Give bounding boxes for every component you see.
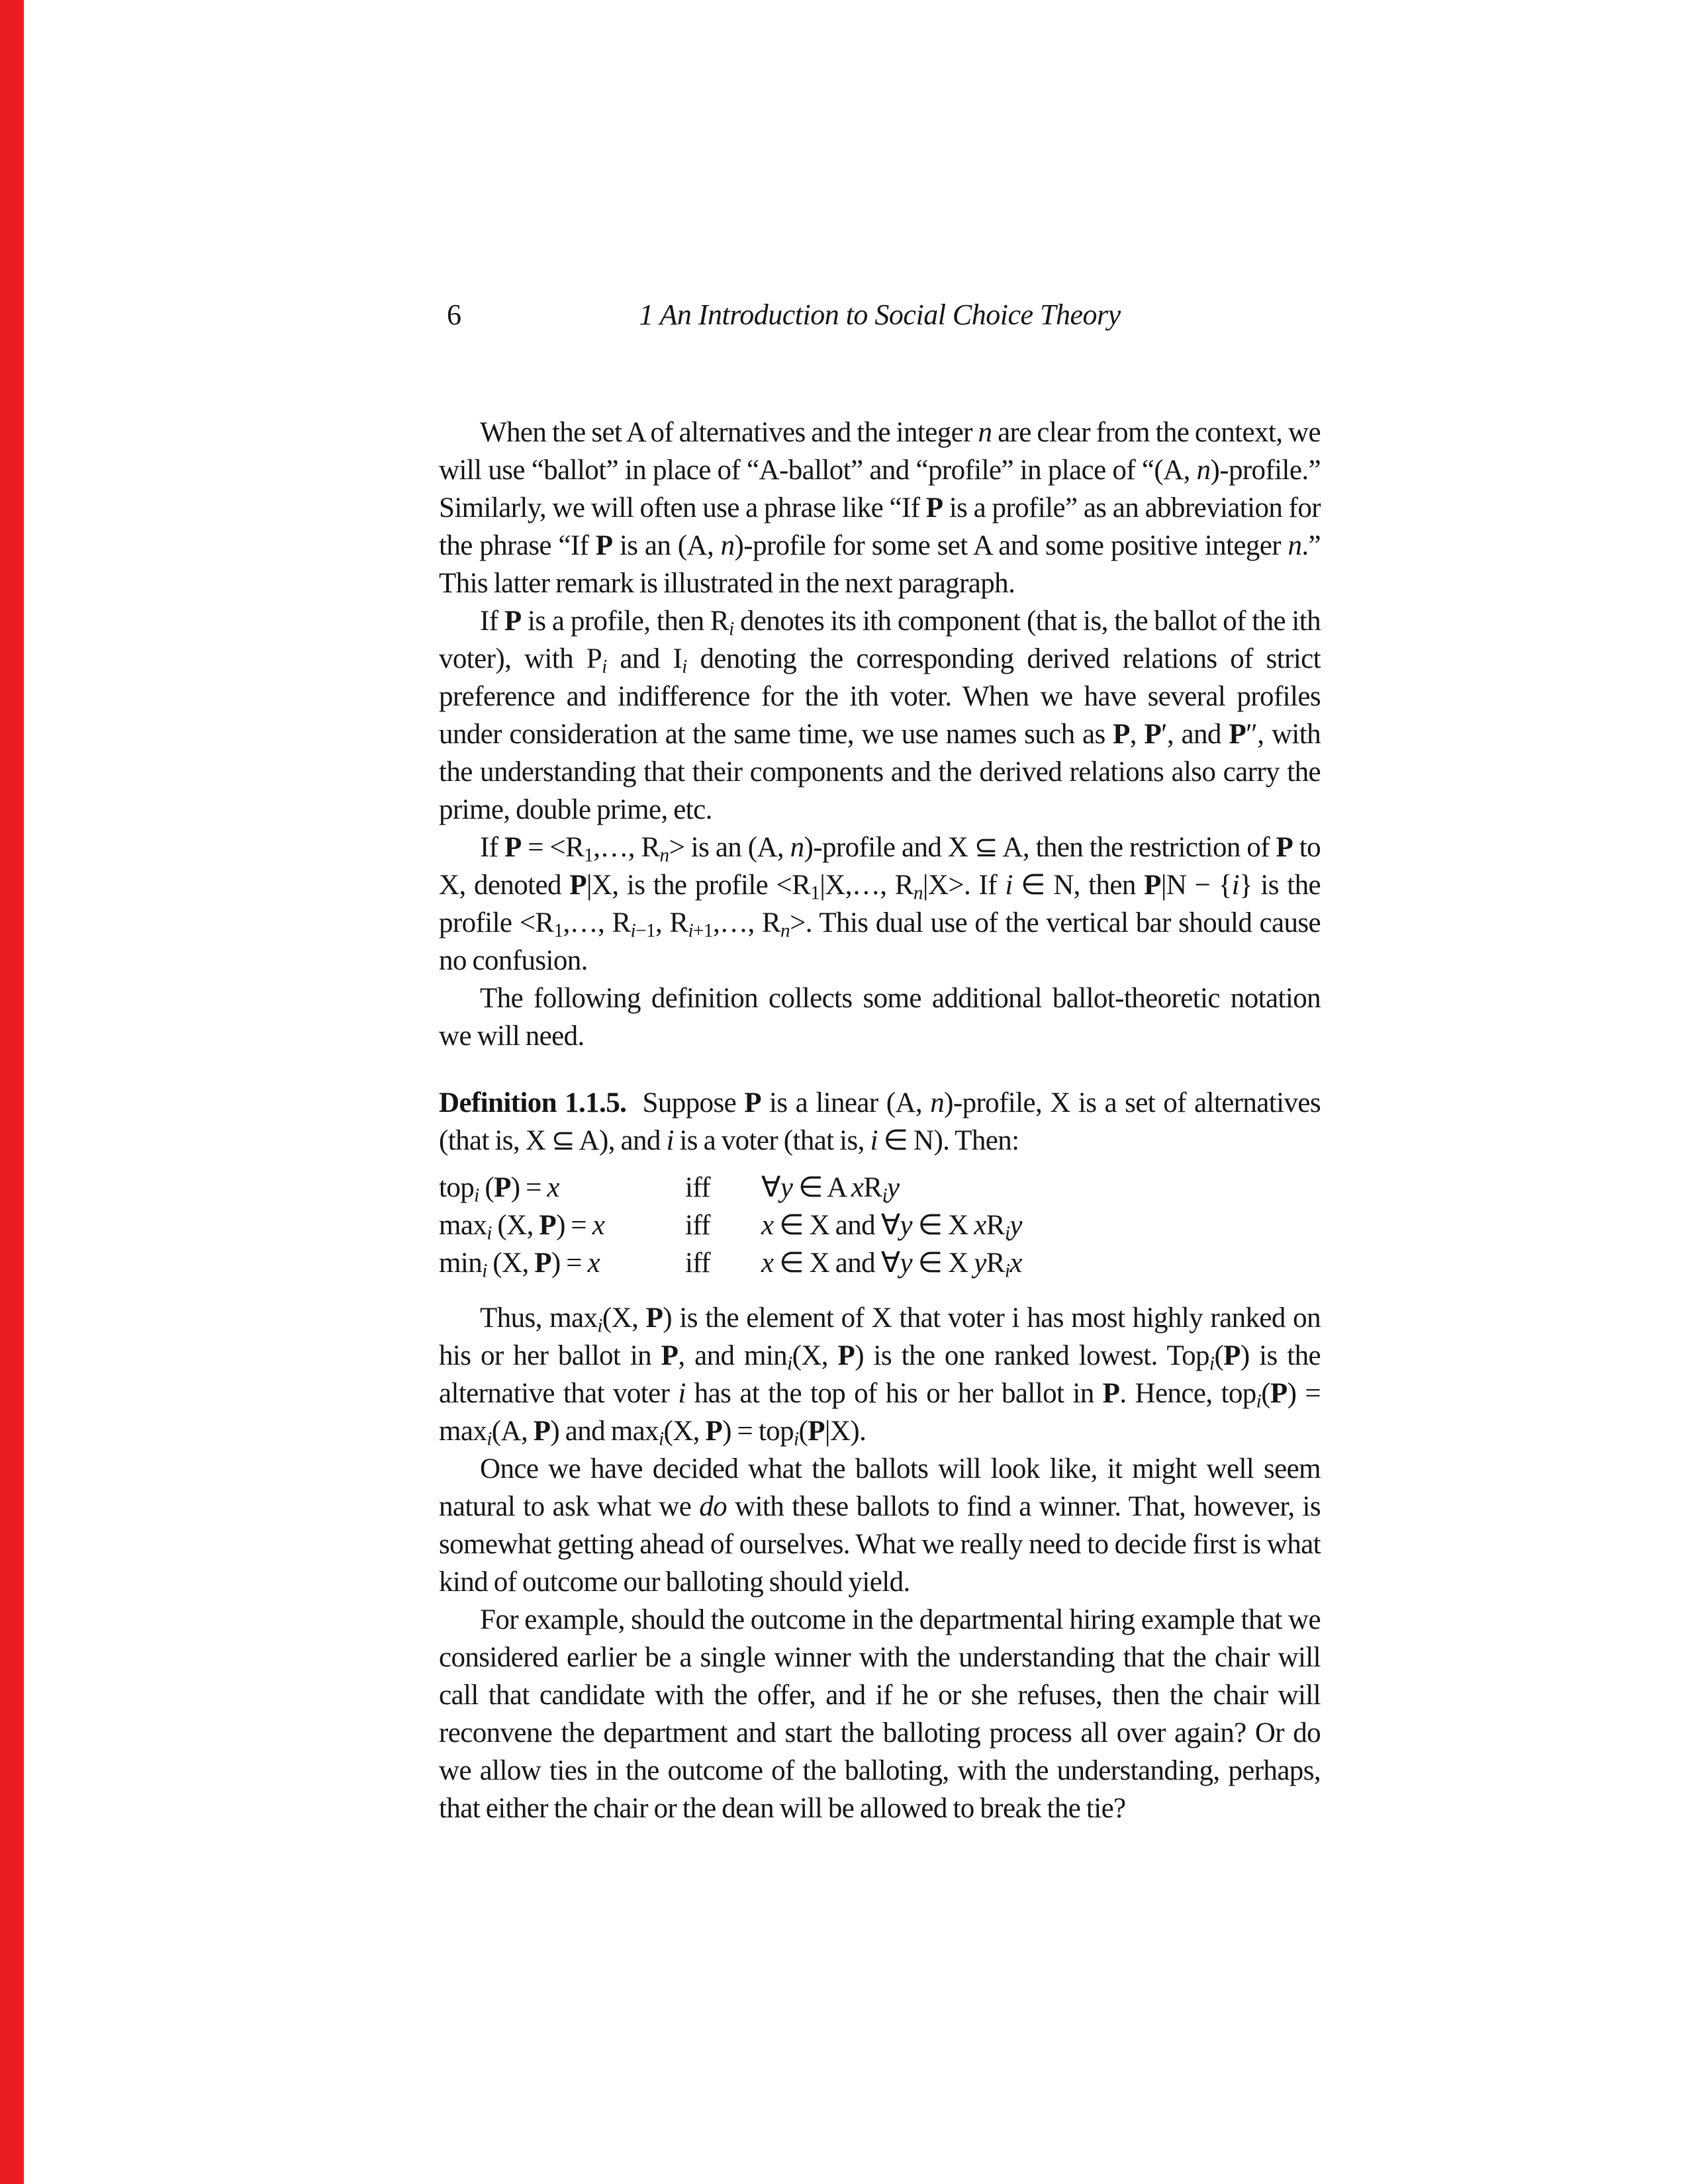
paragraph-thus: Thus, $\max_i(X$, P) is the element of X that voter i has most highly ranked on his or her ballot in P, and $\min_i(X$, P) is the one ranked lowest. Top$_i$(P) is the alternative that voter i has at the top of his or her ballot in P. Hence, $top_i(P) = \max_i(A$, P) and $\max_i(X$, P) = top$_i$(P|X). — [439, 1302, 1321, 1450]
definition-row-min — [439, 1244, 1321, 1282]
definition-notation-table — [439, 1169, 1321, 1282]
page-body — [439, 414, 1321, 1827]
iff-label: iff — [685, 1172, 711, 1203]
definition-1-1-5: Definition 1.1.5. Suppose P is a linear (A, n)-profile, X is a set of alternatives (that is, X ⊆ A), and i is a voter (that is, i ∈ N). Then: — [439, 1087, 1321, 1156]
running-title: 1 An Introduction to Social Choice Theory — [639, 298, 1121, 331]
definition-row-max — [439, 1206, 1321, 1244]
paragraph-once-decided: Once we have decided what the ballots will look like, it might well seem natural to ask what we do with these ballots to find a winner. That, however, is somewhat getting ahead of ourselves. What we really need to decide first is what kind of outcome our balloting should yield. — [439, 1453, 1321, 1598]
notation-expression: top$_i$ (P) = x — [439, 1172, 559, 1206]
paragraph-following-definition: The following definition collects some additional ballot-theoretic notation we will need. — [439, 983, 1321, 1052]
book-spine-stripe — [0, 0, 24, 2184]
iff-label: iff — [685, 1210, 711, 1241]
page-number: 6 — [447, 298, 461, 331]
notation-expression: $\min_i (X$, P) = x — [439, 1248, 600, 1282]
page-header — [439, 296, 1321, 334]
notation-condition: ∀y ∈ A $xR_iy$ — [761, 1172, 900, 1206]
notation-condition: x ∈ X and ∀y ∈ X $yR_ix$ — [761, 1248, 1022, 1282]
notation-condition: x ∈ X and ∀y ∈ X $xR_iy$ — [761, 1210, 1022, 1244]
notation-expression: $\max_i (X$, P) = x — [439, 1210, 605, 1244]
paragraph-profile-components: If P is a profile, then $R_i$ denotes its ith component (that is, the ballot of the ith voter), with $P_i$ and $I_i$ denoting the corresponding derived relations of strict preference and indifference for the ith voter. When we have several profiles under consideration at the same time, we use names such as P, P′, and P″, with the understanding that their components and the derived relations also carry the prime, double prime, etc. — [439, 606, 1321, 825]
definition-row-top — [439, 1169, 1321, 1206]
paragraph-restriction: If $P = <R_1,\dots$, $R_n>$ is an (A, n)-profile and X ⊆ A, then the restriction of P to X, denoted P|X, is the profile $<R_1|X,\dots$, $R_n|X>$. If i ∈ N, then P|N − {i} is the profile $<R_1,\dots$, $R_{i-1}$, $R_{i+1},\dots$, $R_n>$. This dual use of the vertical bar should cause no confusion. — [439, 832, 1321, 976]
paragraph-for-example: For example, should the outcome in the departmental hiring example that we considered earlier be a single winner with the understanding that the chair will call that candidate with the offer, and if he or she refuses, then the chair will reconvene the department and start the balloting process all over again? Or do we allow ties in the outcome of the balloting, with the understanding, perhaps, that either the chair or the dean will be allowed to break the tie? — [439, 1604, 1321, 1824]
iff-label: iff — [685, 1248, 711, 1279]
paragraph-conventions: When the set A of alternatives and the integer n are clear from the context, we will use “ballot” in place of “A-ballot” and “profile” in place of “(A, n)-profile.” Similarly, we will often use a phrase like “If P is a profile” as an abbreviation for the phrase “If P is an (A, n)-profile for some set A and some positive integer n.” This latter remark is illustrated in the next paragraph. — [439, 417, 1321, 599]
